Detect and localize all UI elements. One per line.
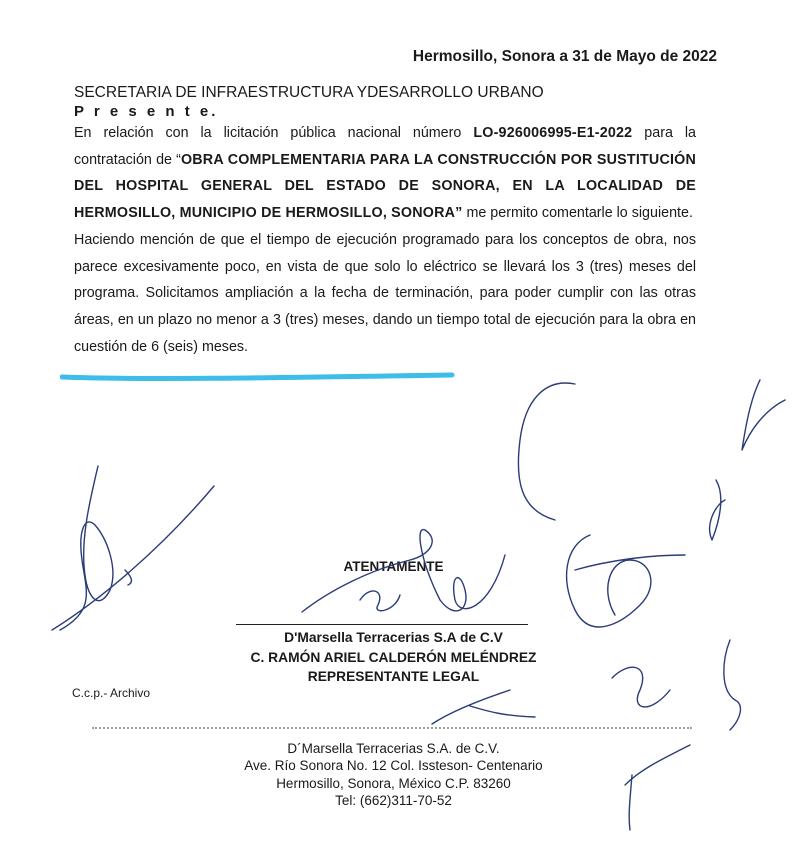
ccp-archivo: C.c.p.- Archivo bbox=[72, 686, 151, 700]
footer-city: Hermosillo, Sonora, México C.P. 83260 bbox=[276, 775, 511, 791]
left-initial-signature bbox=[60, 466, 113, 630]
recipient-name: SECRETARIA DE INFRAESTRUCTURA YDESARROLLO URBANO bbox=[74, 84, 544, 101]
letter-date: Hermosillo, Sonora a 31 de Mayo de 2022 bbox=[412, 48, 717, 65]
footer-divider bbox=[92, 727, 692, 729]
highlighter-underline bbox=[60, 368, 460, 384]
right-signature-body bbox=[567, 535, 651, 627]
footer-company: D´Marsella Terracerias S.A. de C.V. bbox=[287, 741, 500, 756]
signature-line bbox=[236, 624, 528, 625]
company-name: D'Marsella Terracerias S.A de C.V bbox=[284, 630, 503, 645]
footer-street: Ave. Río Sonora No. 12 Col. Issteson- Centenario bbox=[244, 758, 543, 774]
central-signature-tail bbox=[432, 690, 535, 724]
paragraph-1: En relación con la licitación pública nacional número LO-926006995-E1-2022 para la contratación de “OBRA COMPLEMENTARIA PARA LA CONSTRUCCIÓN POR SUSTITUCIÓN DEL HOSPITAL GENERAL DEL ESTADO DE SONORA, EN LA LOCALIDAD DE HERMOSILLO, MUNICIPIO DE HERMOSILLO, SONORA” me permito comentarle lo siguiente. bbox=[74, 125, 696, 222]
presente-label: P r e s e n t e. bbox=[74, 103, 219, 120]
far-right-initials bbox=[742, 380, 785, 450]
tender-number: LO-926006995-E1-2022 bbox=[473, 125, 633, 141]
footer-phone: Tel: (662)311-70-52 bbox=[335, 793, 452, 809]
right-large-signature bbox=[518, 383, 575, 520]
letter-body bbox=[74, 120, 696, 360]
left-signature-stroke bbox=[52, 486, 214, 630]
signature-block bbox=[0, 628, 787, 687]
closing-atentamente: ATENTAMENTE bbox=[343, 559, 444, 574]
far-right-check bbox=[710, 480, 725, 540]
project-name: OBRA COMPLEMENTARIA PARA LA CONSTRUCCIÓN POR SUSTITUCIÓN DEL HOSPITAL GENERAL DEL ESTADO DE SONORA, EN LA LOCALIDAD DE HERMOSILLO, MUNICIPIO DE HERMOSILLO, SONORA” bbox=[74, 151, 696, 222]
central-signature-loop bbox=[360, 591, 400, 611]
signer-name: C. RAMÓN ARIEL CALDERÓN MELÉNDREZ bbox=[250, 649, 537, 665]
footer-address bbox=[0, 740, 787, 810]
signer-role: REPRESENTANTE LEGAL bbox=[307, 669, 480, 684]
paragraph-2: Haciendo mención de que el tiempo de ejecución programado para los conceptos de obra, nos parece excesivamente poco, en vista de que solo lo eléctrico se llevará los 3 (tres) meses del programa. Solicitamos ampliación a la fecha de terminación, para poder cumplir con las otras áreas, en un plazo no menor a 3 (tres) meses, dando un tiempo total de ejecución para la obra en cuestión de 6 (seis) meses. bbox=[74, 231, 696, 355]
